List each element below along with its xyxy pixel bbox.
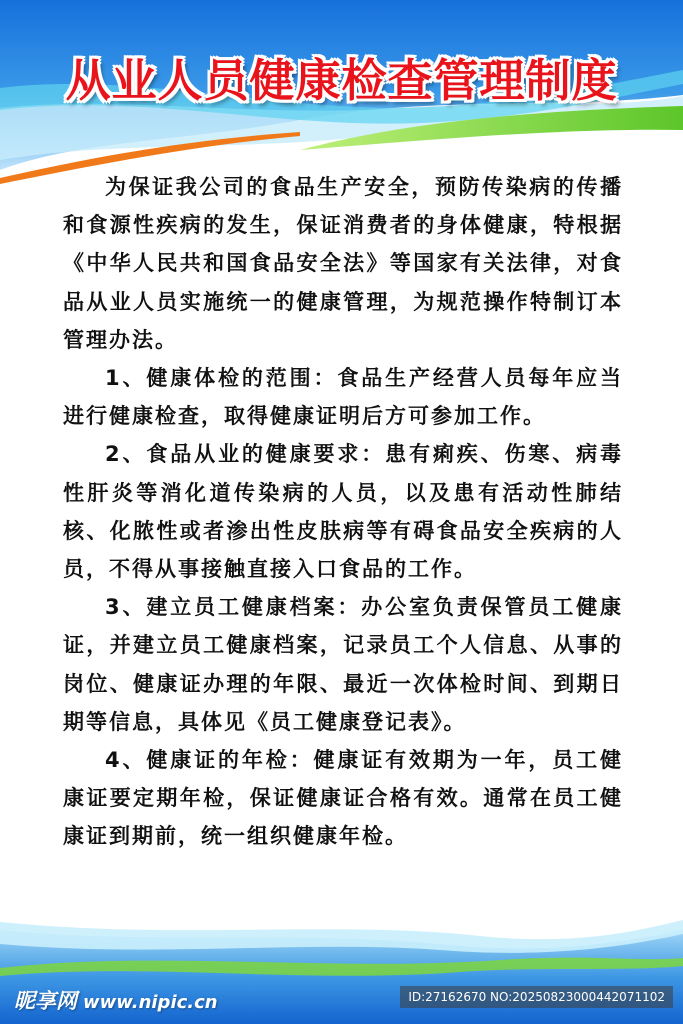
watermark-logo bbox=[14, 985, 218, 1015]
watermark-id: ID:27162670 NO:20250823000442071102 bbox=[400, 986, 673, 1008]
clause-4: 4、健康证的年检：健康证有效期为一年，员工健康证要定期年检，保证健康证合格有效。通常在员工健康证到期前，统一组织健康年检。 bbox=[63, 748, 623, 849]
clause-2: 2、食品从业的健康要求：患有痢疾、伤寒、病毒性肝炎等消化道传染病的人员，以及患有活动性肺结核、化脓性或者渗出性皮肤病等有碍食品安全疾病的人员，不得从事接触直接入口食品的工作。 bbox=[63, 442, 623, 582]
watermark-logo-text: 昵享网 bbox=[14, 989, 77, 1013]
watermark-url: www.nipic.cn bbox=[83, 992, 218, 1013]
intro-paragraph: 为保证我公司的食品生产安全，预防传染病的传播和食源性疾病的发生，保证消费者的身体健康，特根据《中华人民共和国食品安全法》等国家有关法律，对食品从业人员实施统一的健康管理，为规范操作特制订本管理办法。 bbox=[63, 175, 623, 352]
poster-title: 从业人员健康检查管理制度 bbox=[65, 54, 618, 107]
regulation-text bbox=[63, 168, 623, 856]
clause-1: 1、健康体检的范围：食品生产经营人员每年应当进行健康检查，取得健康证明后方可参加工作。 bbox=[63, 366, 623, 429]
clause-3: 3、建立员工健康档案：办公室负责保管员工健康证，并建立员工健康档案，记录员工个人信息、从事的岗位、健康证办理的年限、最近一次体检时间、到期日期等信息，具体见《员工健康登记表》。 bbox=[63, 595, 623, 734]
